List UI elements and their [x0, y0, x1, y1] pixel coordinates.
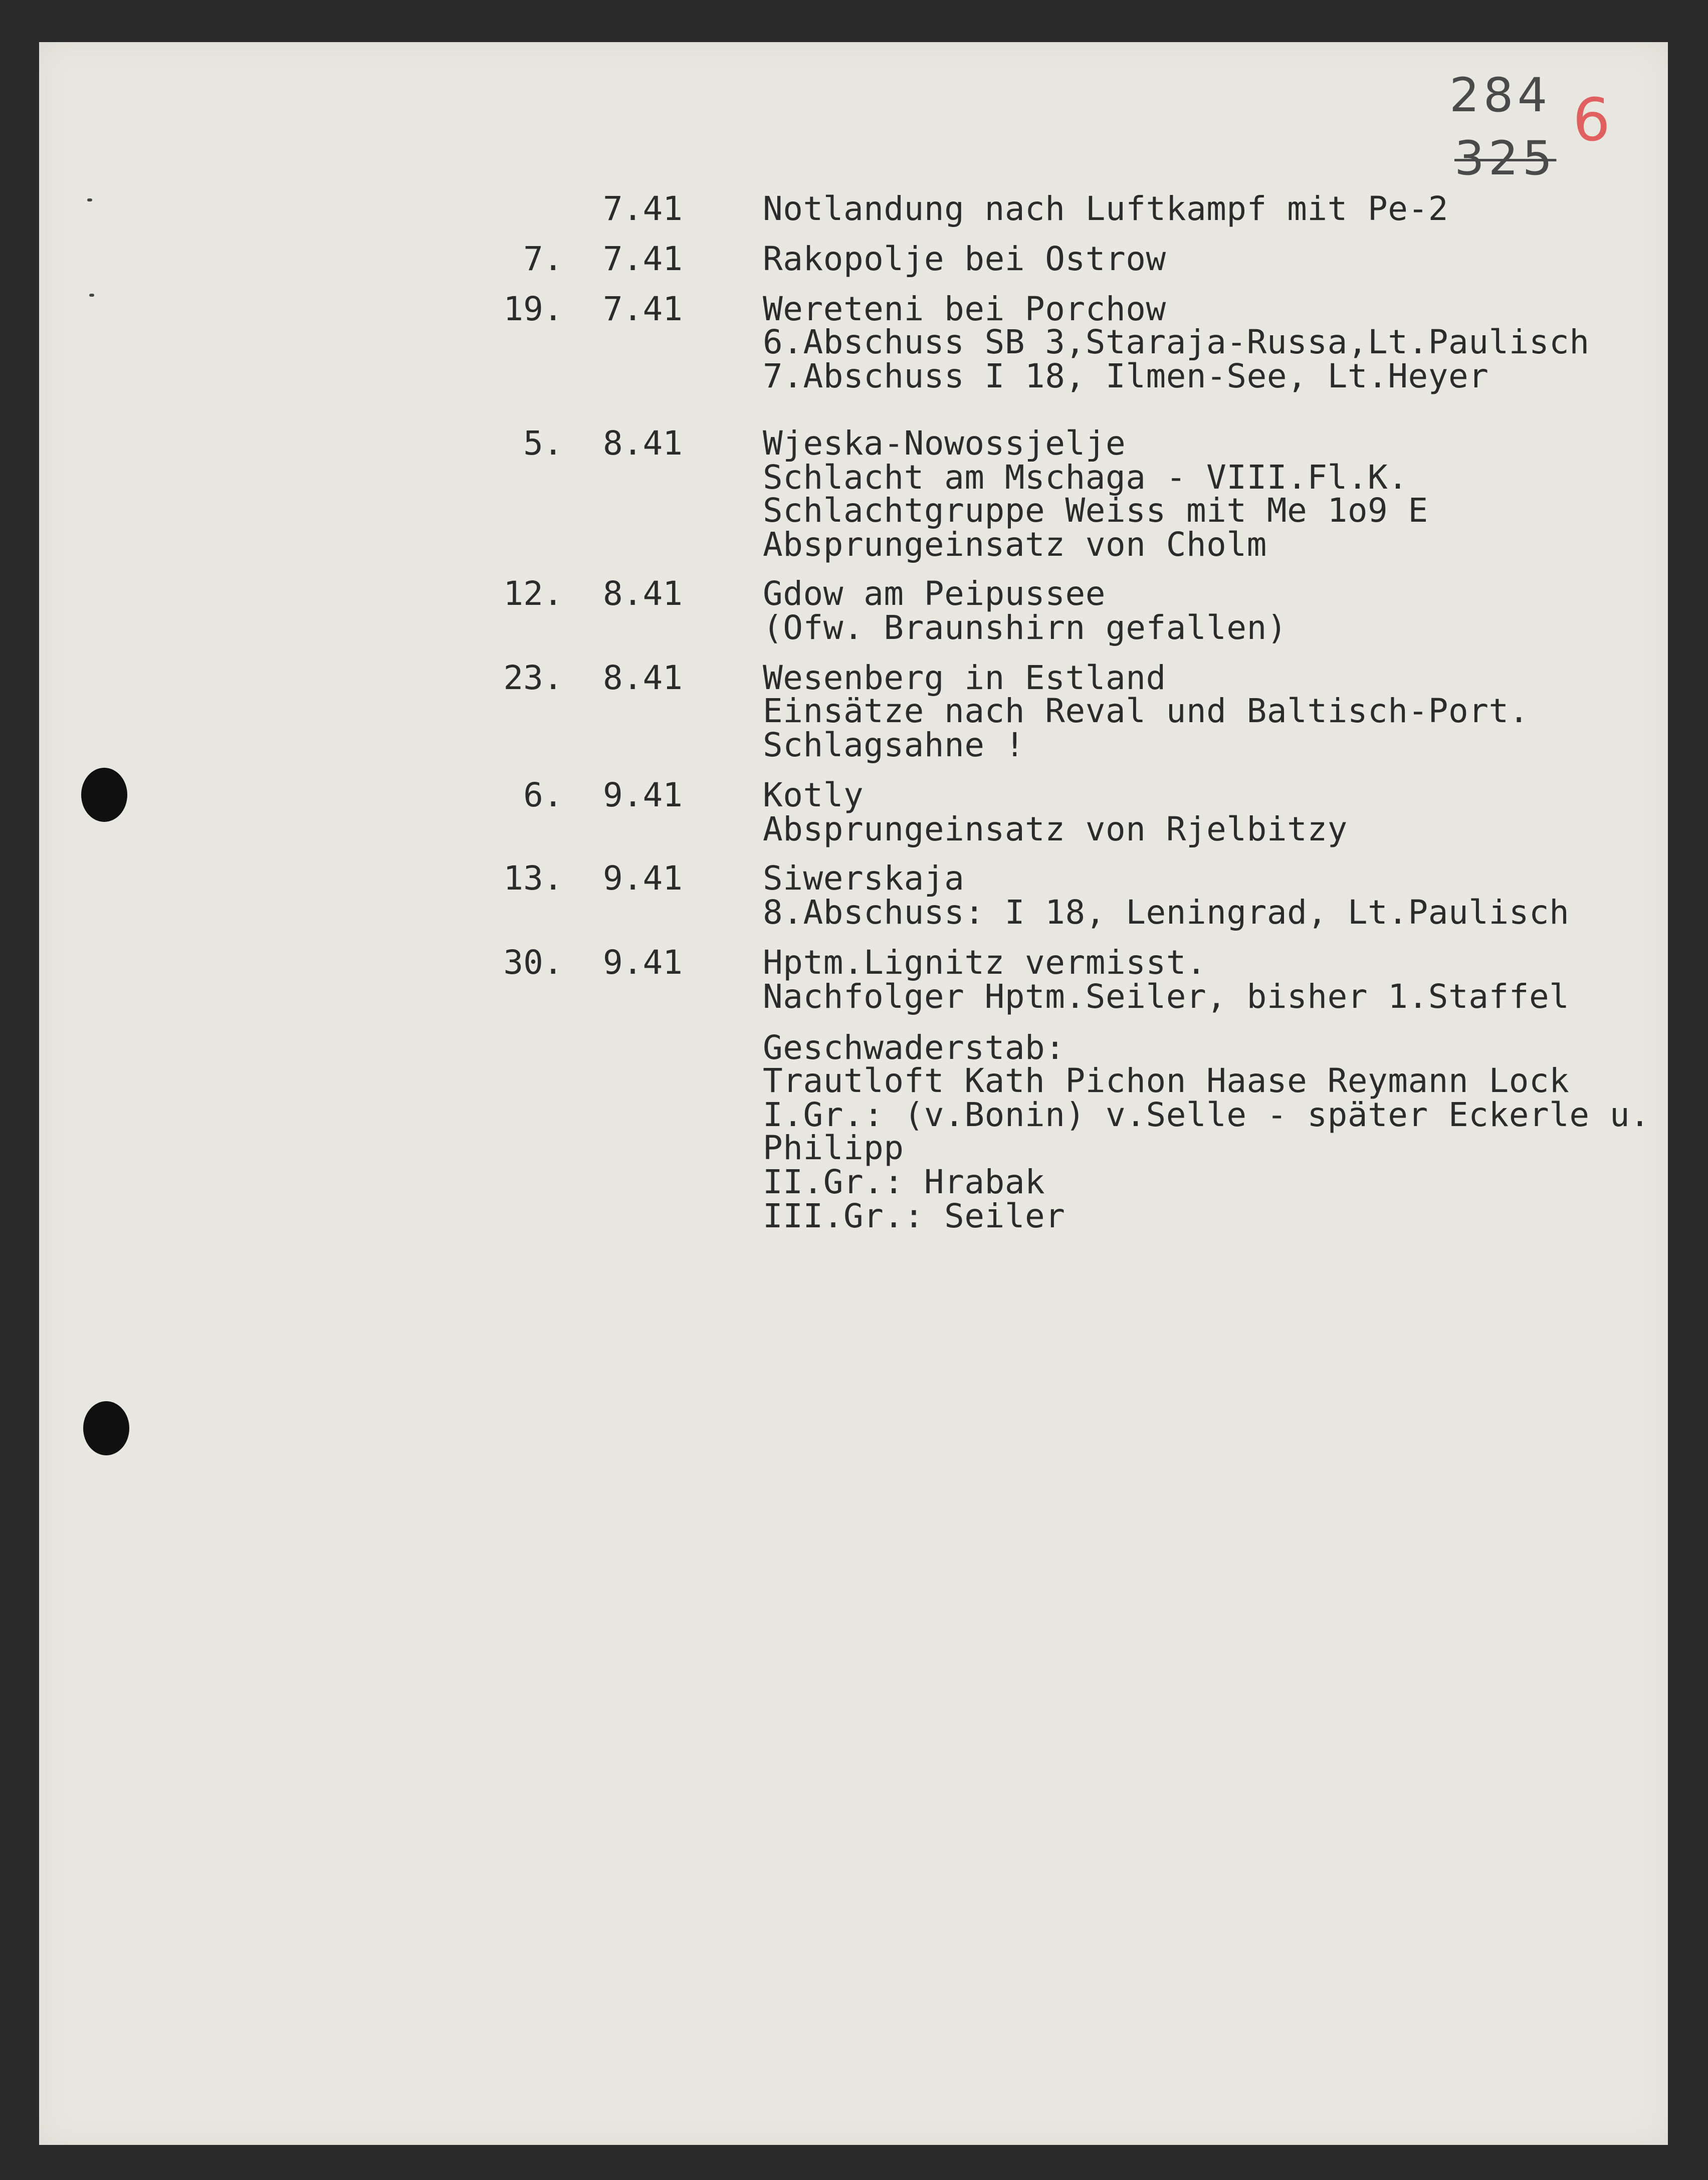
entry-line: 6.Abschuss SB 3,Staraja-Russa,Lt.Paulisch	[763, 323, 1590, 361]
entry-line: Einsätze nach Reval und Baltisch-Port.	[763, 692, 1529, 730]
page-number: 284	[1449, 68, 1552, 123]
entry-line: 7.Abschuss I 18, Ilmen-See, Lt.Heyer	[763, 357, 1489, 395]
entry-line: Schlachtgruppe Weiss mit Me 1o9 E	[763, 491, 1428, 530]
entry-date: 13. 9.41	[503, 859, 683, 898]
entry-date: 7.41	[603, 189, 683, 228]
entry-line: Notlandung nach Luftkampf mit Pe-2	[763, 189, 1449, 228]
entry-line: (Ofw. Braunshirn gefallen)	[763, 608, 1288, 647]
punch-hole	[81, 768, 127, 822]
entry-line: Philipp	[763, 1129, 904, 1167]
document-page	[39, 42, 1668, 2145]
entry-line: Nachfolger Hptm.Seiler, bisher 1.Staffel	[763, 977, 1570, 1016]
crossed-out-page-number: 325	[1454, 131, 1557, 186]
entry-line: Siwerskaja	[763, 859, 965, 898]
entry-date: 5. 8.41	[523, 424, 683, 463]
entry-line: Geschwaderstab:	[763, 1028, 1065, 1067]
entry-date: 7. 7.41	[523, 240, 683, 278]
entry-date: 12. 8.41	[503, 574, 683, 613]
entry-line: 8.Abschuss: I 18, Leningrad, Lt.Paulisch	[763, 893, 1570, 932]
entry-line: Wesenberg in Estland	[763, 659, 1166, 697]
entry-date: 6. 9.41	[523, 776, 683, 814]
entry-line: Wjeska-Nowossjelje	[763, 424, 1126, 463]
entry-line: Absprungeinsatz von Rjelbitzy	[763, 810, 1348, 848]
entry-line: III.Gr.: Seiler	[763, 1197, 1065, 1235]
punch-hole	[83, 1401, 129, 1455]
mark	[89, 294, 94, 297]
entry-line: Schlacht am Mschaga - VIII.Fl.K.	[763, 458, 1408, 497]
entry-date: 19. 7.41	[503, 290, 683, 328]
red-page-mark: 6	[1573, 85, 1611, 154]
entry-line: Trautloft Kath Pichon Haase Reymann Lock	[763, 1061, 1570, 1100]
entry-line: Wereteni bei Porchow	[763, 290, 1166, 328]
entry-date: 30. 9.41	[503, 943, 683, 982]
entry-line: Kotly	[763, 776, 864, 814]
entry-line: II.Gr.: Hrabak	[763, 1163, 1045, 1201]
entry-date: 23. 8.41	[503, 659, 683, 697]
entry-line: Absprungeinsatz von Cholm	[763, 525, 1267, 564]
entry-line: Rakopolje bei Ostrow	[763, 240, 1166, 278]
entry-line: Hptm.Lignitz vermisst.	[763, 943, 1207, 982]
entry-line: I.Gr.: (v.Bonin) v.Selle - später Eckerle u.	[763, 1096, 1650, 1134]
mark	[87, 198, 92, 201]
entry-line: Gdow am Peipussee	[763, 574, 1106, 613]
entry-line: Schlagsahne !	[763, 726, 1025, 764]
